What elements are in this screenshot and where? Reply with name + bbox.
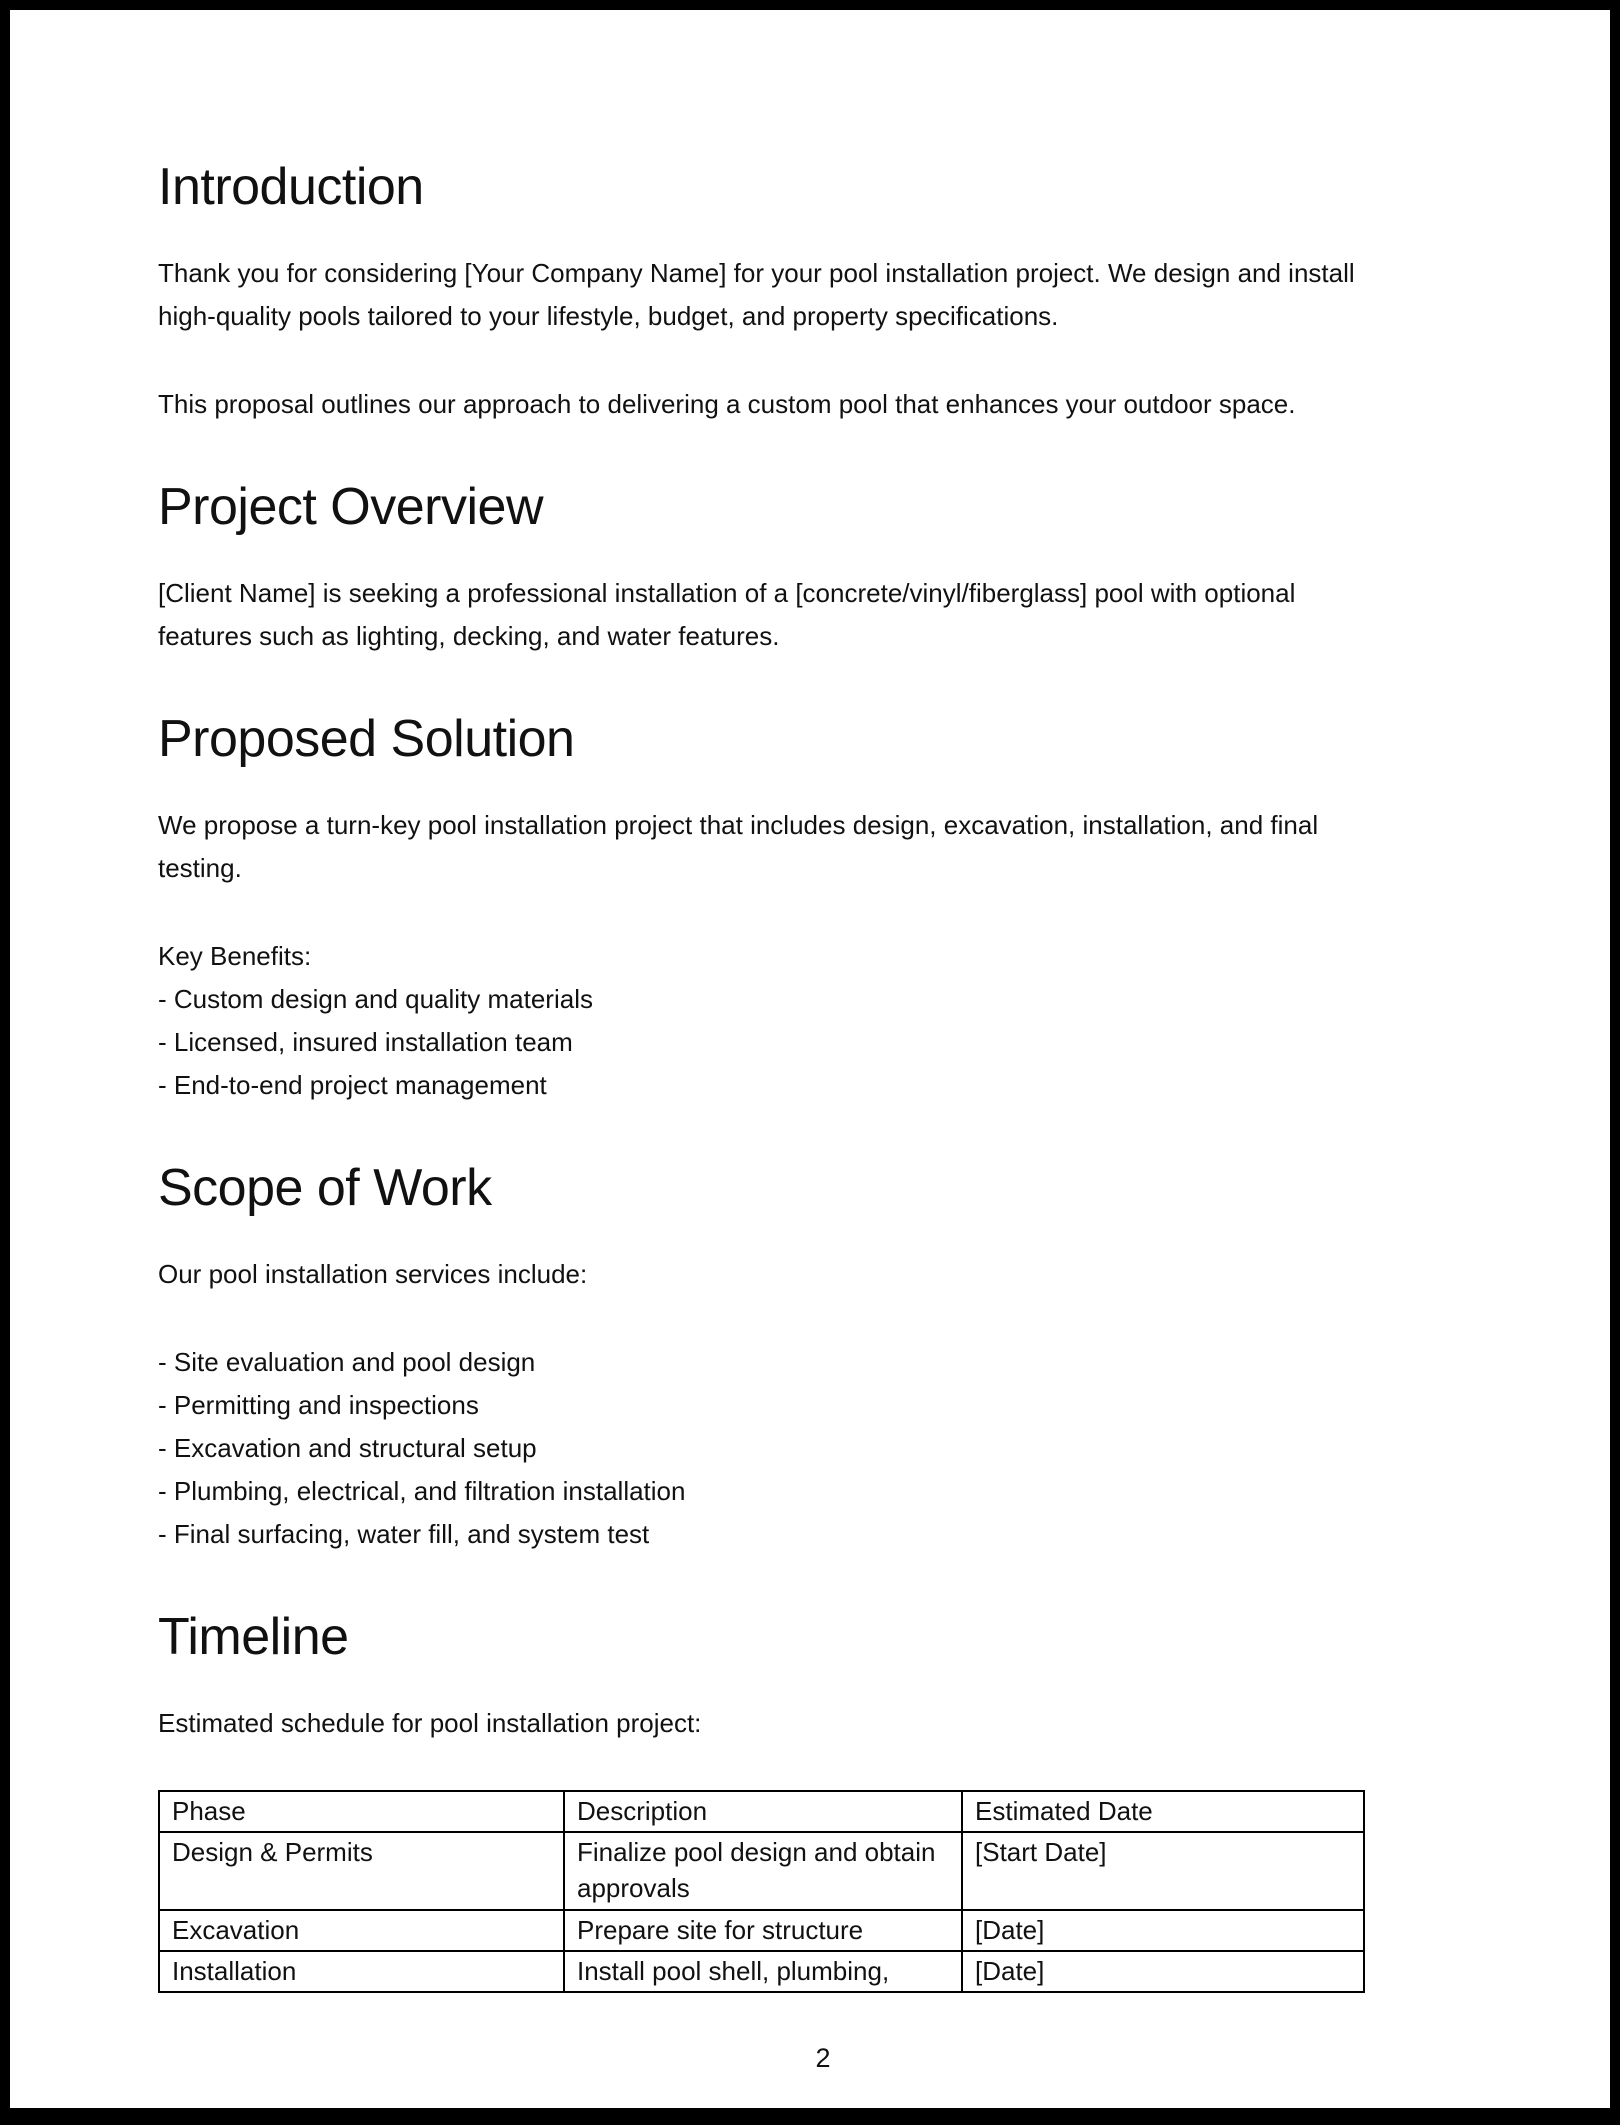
table-cell-description: Finalize pool design and obtain approvals bbox=[564, 1832, 962, 1910]
list-item: - Site evaluation and pool design bbox=[158, 1347, 536, 1377]
text-line: Our pool installation services include: bbox=[158, 1259, 588, 1289]
section-heading-proposed-solution: Proposed Solution bbox=[158, 710, 575, 768]
table-cell-phase: Installation bbox=[159, 1951, 564, 1992]
table-cell-description: Install pool shell, plumbing, bbox=[564, 1951, 962, 1992]
text-line: high-quality pools tailored to your lifestyle, budget, and property specifications. bbox=[158, 301, 1059, 331]
section-heading-scope-of-work: Scope of Work bbox=[158, 1159, 492, 1217]
list-item: - End-to-end project management bbox=[158, 1070, 547, 1100]
timeline-intro bbox=[158, 1702, 1488, 1745]
introduction-paragraph-1 bbox=[158, 252, 1488, 338]
text-line: [Client Name] is seeking a professional installation of a [concrete/vinyl/fiberglass] pool with optional bbox=[158, 578, 1296, 608]
list-item: - Plumbing, electrical, and filtration installation bbox=[158, 1476, 686, 1506]
table-row bbox=[159, 1910, 1364, 1951]
proposed-solution-paragraph bbox=[158, 804, 1488, 890]
section-heading-timeline: Timeline bbox=[158, 1608, 349, 1666]
table-cell-date: [Date] bbox=[962, 1951, 1364, 1992]
key-benefits-list bbox=[158, 935, 1488, 1107]
table-row bbox=[159, 1832, 1364, 1910]
document-content bbox=[158, 10, 1488, 2074]
text-line: Thank you for considering [Your Company Name] for your pool installation project. We design and install bbox=[158, 258, 1355, 288]
project-overview-paragraph bbox=[158, 572, 1488, 658]
table-header-description: Description bbox=[564, 1791, 962, 1832]
table-cell-date: [Start Date] bbox=[962, 1832, 1364, 1910]
introduction-paragraph-2 bbox=[158, 383, 1488, 426]
section-heading-project-overview: Project Overview bbox=[158, 478, 543, 536]
table-cell-phase: Excavation bbox=[159, 1910, 564, 1951]
timeline-table bbox=[158, 1790, 1365, 1993]
list-item: - Permitting and inspections bbox=[158, 1390, 479, 1420]
scope-of-work-list bbox=[158, 1341, 1488, 1556]
table-header-estimated-date: Estimated Date bbox=[962, 1791, 1364, 1832]
table-cell-date: [Date] bbox=[962, 1910, 1364, 1951]
table-cell-phase: Design & Permits bbox=[159, 1832, 564, 1910]
section-heading-introduction: Introduction bbox=[158, 158, 424, 216]
scope-of-work-intro bbox=[158, 1253, 1488, 1296]
text-line: features such as lighting, decking, and water features. bbox=[158, 621, 780, 651]
list-item: - Licensed, insured installation team bbox=[158, 1027, 573, 1057]
table-cell-description: Prepare site for structure bbox=[564, 1910, 962, 1951]
key-benefits-label: Key Benefits: bbox=[158, 941, 312, 971]
text-line: Estimated schedule for pool installation project: bbox=[158, 1708, 702, 1738]
table-header-row bbox=[159, 1791, 1364, 1832]
text-line: We propose a turn-key pool installation project that includes design, excavation, installation, and final bbox=[158, 810, 1319, 840]
list-item: - Excavation and structural setup bbox=[158, 1433, 537, 1463]
list-item: - Final surfacing, water fill, and system test bbox=[158, 1519, 650, 1549]
text-line: testing. bbox=[158, 853, 242, 883]
page-number: 2 bbox=[815, 2043, 831, 2073]
list-item: - Custom design and quality materials bbox=[158, 984, 593, 1014]
text-line: This proposal outlines our approach to delivering a custom pool that enhances your outdoor space. bbox=[158, 389, 1296, 419]
table-row bbox=[159, 1951, 1364, 1992]
table-header-phase: Phase bbox=[159, 1791, 564, 1832]
